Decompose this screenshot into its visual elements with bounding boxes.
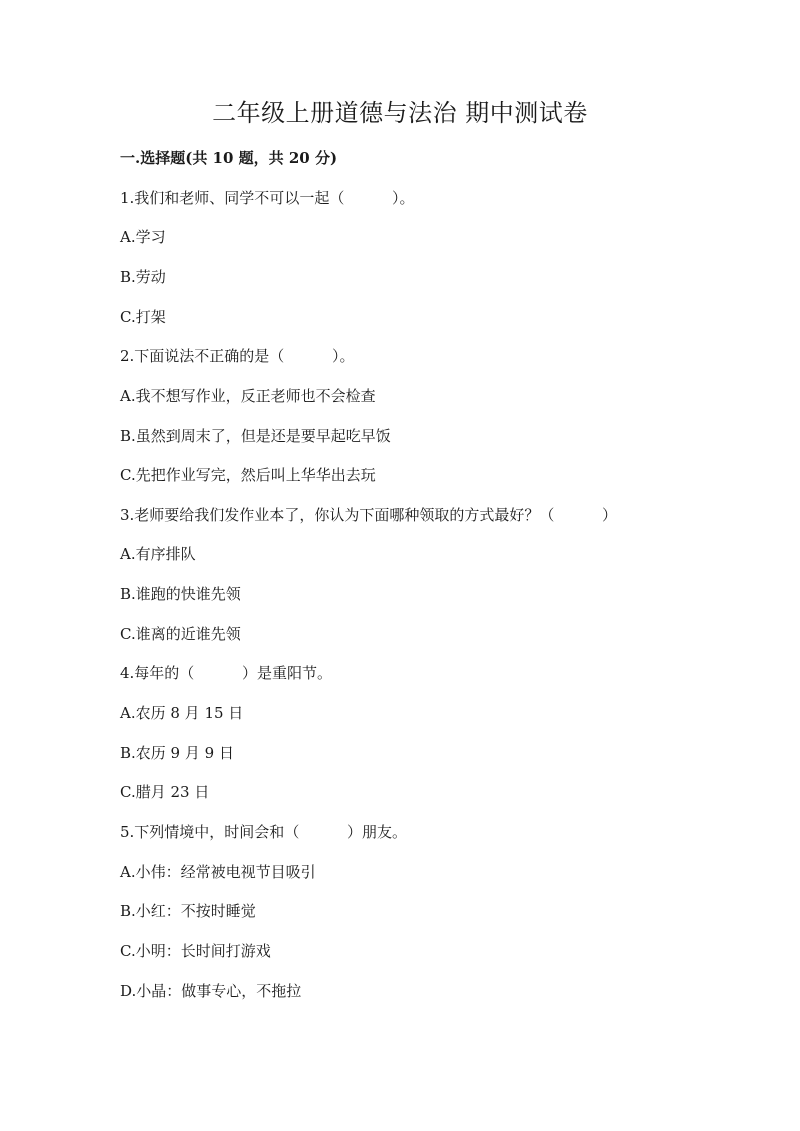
option-5-c: C.小明：长时间打游戏: [120, 942, 271, 960]
option-2-c: C.先把作业写完，然后叫上华华出去玩: [120, 466, 376, 484]
question-stem-1: 1.我们和老师、同学不可以一起（ ）。: [120, 189, 415, 207]
option-5-a: A.小伟：经常被电视节目吸引: [120, 863, 316, 881]
option-2-a: A.我不想写作业，反正老师也不会检查: [120, 387, 376, 405]
question-stem-3: 3.老师要给我们发作业本了，你认为下面哪种领取的方式最好？（ ）: [120, 506, 617, 524]
option-4-b: B.农历 9 月 9 日: [120, 744, 234, 762]
option-4-a: A.农历 8 月 15 日: [120, 704, 244, 722]
option-3-c: C.谁离的近谁先领: [120, 625, 241, 643]
option-3-a: A.有序排队: [120, 545, 196, 563]
option-3-b: B.谁跑的快谁先领: [120, 585, 241, 603]
question-stem-2: 2.下面说法不正确的是（ ）。: [120, 347, 355, 365]
question-stem-5: 5.下列情境中，时间会和（ ）朋友。: [120, 823, 407, 841]
section-heading: 一.选择题(共 10 题，共 20 分): [120, 149, 338, 167]
option-4-c: C.腊月 23 日: [120, 783, 210, 801]
option-1-b: B.劳动: [120, 268, 166, 286]
option-1-c: C.打架: [120, 308, 166, 326]
option-5-d: D.小晶：做事专心，不拖拉: [120, 982, 302, 1000]
page-title: 二年级上册道德与法治 期中测试卷: [212, 99, 588, 127]
option-1-a: A.学习: [120, 228, 166, 246]
option-2-b: B.虽然到周末了，但是还是要早起吃早饭: [120, 427, 391, 445]
question-stem-4: 4.每年的（ ）是重阳节。: [120, 664, 332, 682]
option-5-b: B.小红：不按时睡觉: [120, 902, 256, 920]
